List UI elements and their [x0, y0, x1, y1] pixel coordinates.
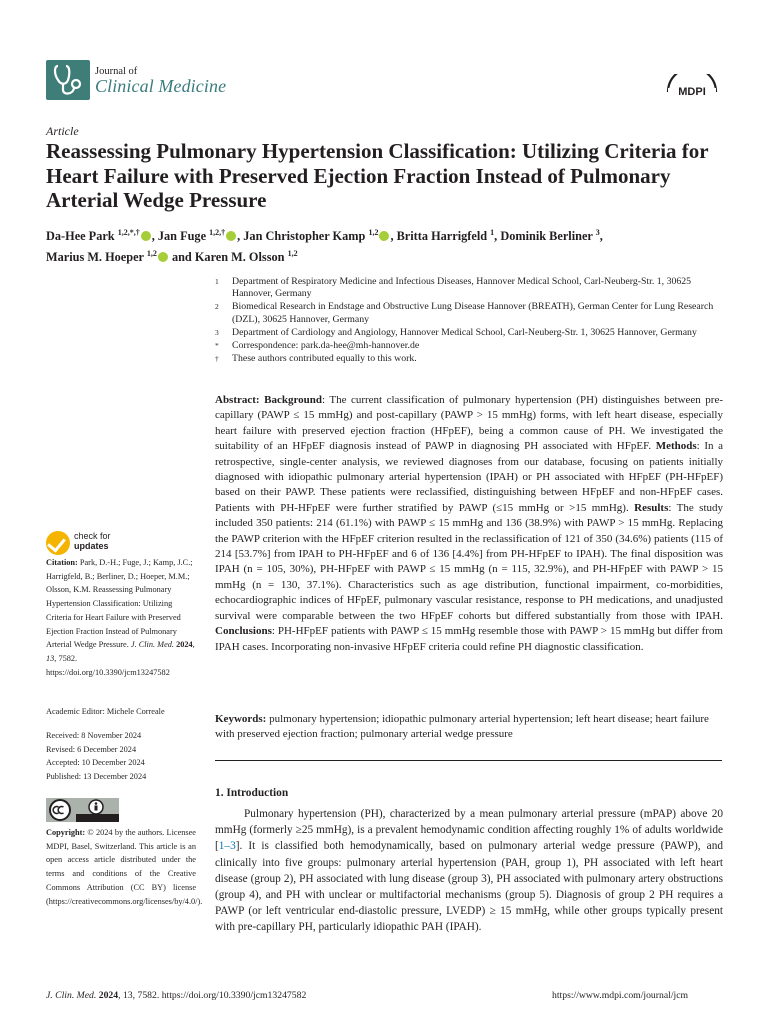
article-type: Article	[46, 124, 79, 138]
section-divider	[215, 760, 722, 761]
citation-label: Citation:	[46, 558, 78, 567]
accepted-date: Accepted: 10 December 2024	[46, 758, 145, 768]
affiliation-mark: *	[215, 341, 219, 351]
citation-block: Citation: Park, D.-H.; Fuge, J.; Kamp, J.C.; Harrigfeld, B.; Berliner, D.; Hoeper, M.M.; Olsson, K.M. Reassessing Pulmonary Hypertension Classification: Utilizing Criteria for Heart Failure with Preserved Ejection Fraction Instead of Pulmonary Arterial Wedge Pressure. J. Clin. Med. 2024, 13, 7582. https://doi.org/10.3390/jcm13247582	[46, 558, 195, 677]
conclusions-label: Conclusions	[215, 625, 272, 638]
published-date: Published: 13 December 2024	[46, 772, 147, 782]
reference-link[interactable]: 1–3	[218, 840, 236, 853]
stethoscope-logo-icon	[46, 60, 90, 100]
check-for-updates-icon	[46, 531, 70, 555]
publication-dates	[46, 729, 196, 784]
author-name: Jan Fuge	[157, 229, 207, 244]
affiliation-item	[215, 327, 725, 339]
copyright-text: © 2024 by the authors. Licensee MDPI, Basel, Switzerland. This article is an open access article distributed under the terms and conditions of the Creative Commons Attribution (CC BY) license (https://creativecommons.org/licenses/by/4.0/).	[46, 828, 203, 906]
mdpi-logo-icon[interactable]	[665, 74, 719, 105]
methods-label: Methods	[655, 440, 697, 453]
author-separator: ,	[151, 229, 158, 244]
author-name: Britta Harrigfeld	[396, 229, 488, 244]
affiliation-item	[215, 301, 725, 325]
author-affiliation-marks: 3	[595, 228, 600, 237]
author-name: Dominik Berliner	[500, 229, 593, 244]
affiliation-text: Department of Respiratory Medicine and Infectious Diseases, Hannover Medical School, Carl-Neuberg-Str. 1, 30625 Hannover, Germany	[232, 276, 692, 300]
author-affiliation-marks: 1,2	[287, 249, 298, 259]
author-name: Karen M. Olsson	[194, 250, 285, 265]
keywords-label: Keywords:	[215, 713, 267, 725]
introduction-paragraph	[215, 806, 723, 936]
abstract	[215, 393, 723, 655]
author-affiliation-marks: 1,2	[146, 249, 157, 259]
abstract-label: Abstract:	[215, 394, 260, 406]
orcid-icon[interactable]	[226, 231, 236, 241]
affiliation-item	[215, 276, 725, 300]
author-separator: ,	[599, 229, 603, 244]
affiliation-mark: 2	[215, 302, 219, 312]
conclusions-text: : PH-HFpEF patients with PAWP ≤ 15 mmHg resemble those with PAWP > 15 mmHg but differ from IPAH cases. Incorporating non-invasive HFpEF criteria could refine PH diagnostic classification.	[215, 625, 723, 653]
journal-prefix: Journal of	[95, 66, 138, 77]
keywords-text: pulmonary hypertension; idiopathic pulmonary arterial hypertension; left heart disease; heart failure with preserved ejection fraction; pulmonary arterial wedge pressure	[215, 713, 709, 741]
author-affiliation-marks: 1,2	[368, 228, 379, 237]
author-separator: ,	[237, 229, 244, 244]
author-separator: and	[168, 250, 195, 265]
citation-volume: 13	[46, 653, 55, 663]
mdpi-logo-text: MDPI	[678, 86, 706, 98]
author-affiliation-marks: 1,2,*,†	[117, 228, 140, 237]
affiliation-item	[215, 340, 725, 352]
citation-year: 2024	[176, 640, 193, 650]
updates-text: updates	[74, 541, 109, 551]
copyright-notice	[46, 826, 203, 908]
citation-text: Park, D.-H.; Fuge, J.; Kamp, J.C.; Harrigfeld, B.; Berliner, D.; Hoeper, M.M.; Olsson, K.M. Reassessing Pulmonary Hypertension Classification: Utilizing Criteria for Heart Failure with Preserved Ejection Fraction Instead of Pulmonary Arterial Wedge Pressure.	[46, 558, 193, 650]
affiliation-text: These authors contributed equally to this work.	[232, 353, 417, 365]
check-for-text: check for	[74, 531, 111, 541]
cc-by-license-icon[interactable]	[46, 798, 119, 822]
keywords	[215, 712, 723, 743]
intro-text-b: ]. It is classified both hemodynamically, based on pulmonary arterial wedge pressure (PAWP), and clinically into five groups: pulmonary arterial hypertension (PAH, group 1), PH associated with left heart disease (group 2), PH associated with lung disease (group 3), PH associated with pulmonary artery obstructions (group 4), and PH with unclear or multifactorial mechanisms (group 5). Diagnosis of group 2 PH requires a PAWP (or left ventricular end-diastolic pressure, LVEDP) ≥ 15 mmHg, while other groups typically present with pre-capillary PH, particularly idiopathic PAH (IPAH).	[215, 840, 723, 934]
academic-editor: Academic Editor: Michele Correale	[46, 707, 165, 716]
citation-doi[interactable]: , 7582. https://doi.org/10.3390/jcm13247582	[46, 653, 170, 677]
revised-date: Revised: 6 December 2024	[46, 744, 137, 754]
journal-name: Clinical Medicine	[95, 76, 227, 96]
affiliation-mark: 3	[215, 327, 219, 337]
author-separator: ,	[390, 229, 397, 244]
author-list	[46, 224, 736, 266]
results-label: Results	[634, 501, 669, 514]
affiliation-text: Biomedical Research in Endstage and Obstructive Lung Disease Hannover (BREATH), German Center for Lung Research (DZL), 30625 Hannover, Germany	[232, 301, 714, 325]
footer-citation	[46, 990, 306, 1001]
footer-volume-page[interactable]: , 13, 7582. https://doi.org/10.3390/jcm13247582	[118, 990, 307, 1001]
affiliation-item	[215, 353, 725, 365]
author-affiliation-marks: 1,2,†	[209, 228, 226, 237]
footer-journal: J. Clin. Med.	[46, 990, 97, 1001]
check-for-updates-label	[74, 531, 111, 551]
introduction-heading: 1. Introduction	[215, 787, 289, 799]
citation-journal: J. Clin. Med.	[130, 640, 174, 650]
article-title: Reassessing Pulmonary Hypertension Classification: Utilizing Criteria for Heart Failure with Preserved Ejection Fraction Instead of Pulmonary Arterial Wedge Pressure	[46, 139, 709, 212]
author-name: Jan Christopher Kamp	[243, 229, 366, 244]
author-affiliation-marks: 1	[490, 228, 495, 237]
background-text: : The current classification of pulmonary hypertension (PH) distinguishes between pre-capillary (PAWP ≤ 15 mmHg) and post-capillary (PAWP > 15 mmHg) forms, with left heart disease, especially heart failure with preserved ejection fraction (HFpEF), being a common cause of PH. We investigated the suitability of an HFpEF diagnosis instead of PAWP in diagnosing PH associated with HFpEF.	[215, 394, 724, 453]
author-name: Da-Hee Park	[46, 229, 115, 244]
footer-year: 2024	[98, 990, 119, 1001]
received-date: Received: 8 November 2024	[46, 731, 142, 740]
affiliations	[215, 276, 725, 366]
methods-text: : In a retrospective, single-center analysis, we reviewed diagnoses from our database, focusing on patients initially diagnosed with idiopathic pulmonary arterial hypertension (IPAH) or PH associated with HFpEF (PH-HFpEF) based on their PAWP. These patients were reclassified, distinguishing between HFpEF and non-HFpEF cases. Patients with PH-HFpEF were further stratified by PAWP (≤15 mmHg or >15 mmHg).	[215, 440, 723, 514]
check-for-updates-button[interactable]	[46, 531, 136, 555]
orcid-icon[interactable]	[141, 231, 151, 241]
author-name: Marius M. Hoeper	[46, 250, 144, 265]
affiliation-mark: †	[215, 354, 219, 364]
affiliation-mark: 1	[215, 277, 219, 286]
orcid-icon[interactable]	[379, 231, 389, 241]
affiliation-text: Department of Cardiology and Angiology, Hannover Medical School, Carl-Neuberg-Str. 1, 30625 Hannover, Germany	[232, 326, 697, 338]
footer-journal-url[interactable]: https://www.mdpi.com/journal/jcm	[552, 990, 689, 1001]
results-text: : The study included 350 patients: 214 (61.1%) with PAWP ≤ 15 mmHg and 136 (38.9%) with PAWP > 15 mmHg. Replacing the PAWP criterion with the HFpEF criterion resulted in the reclassification of 121 of 350 (34.6%) patients (115 of 214 [53.7%] from IPAH to PH-HFpEF and 6 of 136 [4.4%] from PH-HFpEF to IPAH). The final disposition was IPAH (n = 105, 30%), PH-HFpEF with PAWP ≤ 15 mmHg (n = 115, 32.9%), and PH-HFpEF with PAWP > 15 mmHg (n = 130, 37.1%). Characteristics such as age distribution, functional impairment, co-morbidities, echocardiographic indices of HFpEF, pulmonary vascular resistance, response to PH medications, and unadjusted survival were comparable between the two HFpEF cohorts but differed substantially from those with IPAH.	[215, 501, 724, 622]
intro-text-a: Pulmonary hypertension (PH), characterized by a mean pulmonary arterial pressure (mPAP) above 20 mmHg (formerly ≥25 mmHg), is a prevalent hemodynamic condition affecting roughly 1% of adults worldwide [	[215, 808, 723, 853]
copyright-label: Copyright:	[46, 828, 86, 837]
author-separator: ,	[494, 229, 501, 244]
orcid-icon[interactable]	[158, 252, 168, 262]
background-label: Background	[264, 394, 322, 406]
affiliation-text: Correspondence: park.da-hee@mh-hannover.de	[232, 340, 420, 352]
